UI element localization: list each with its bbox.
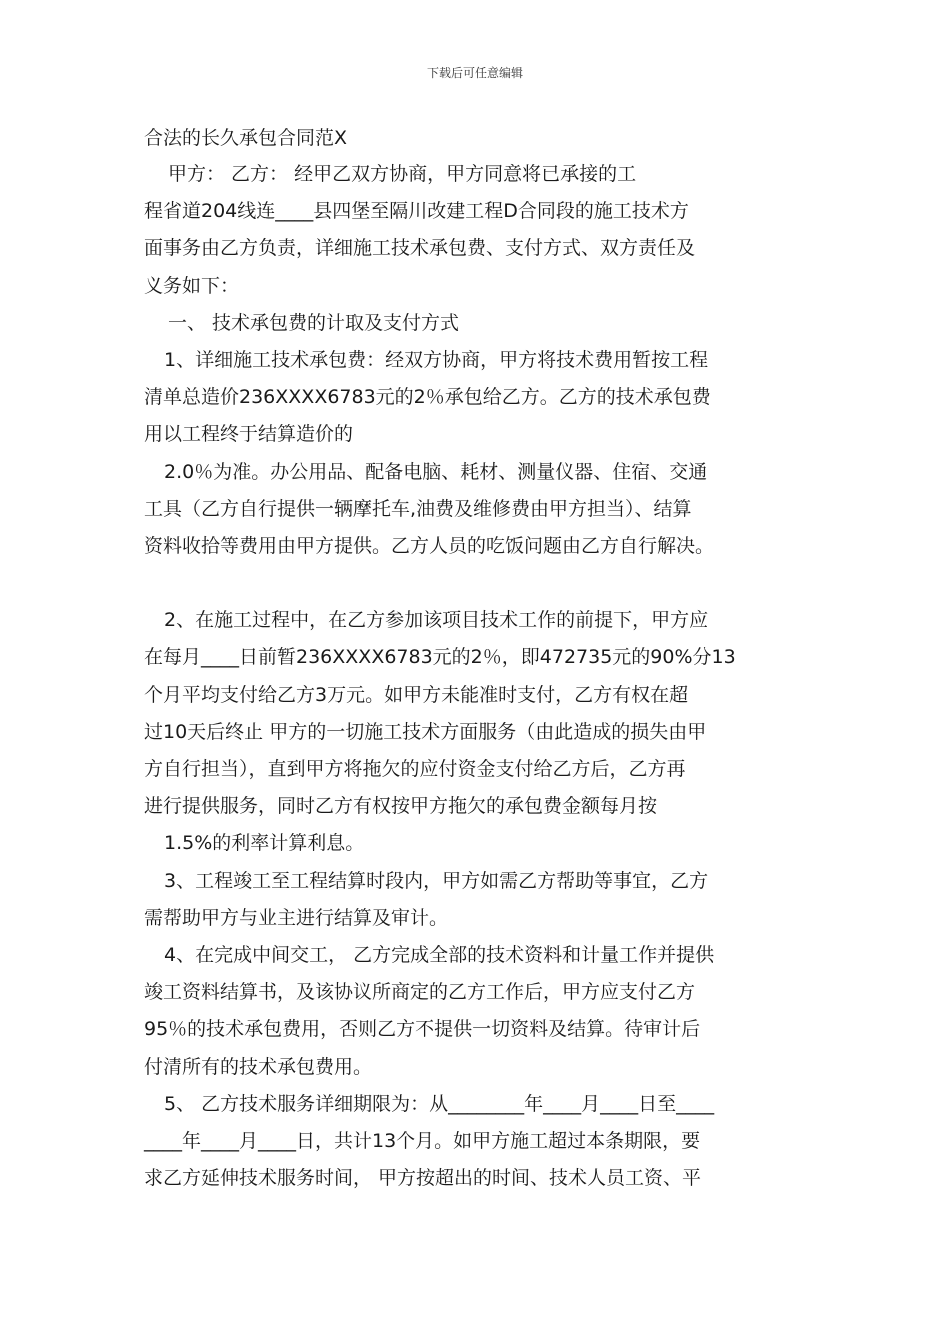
body-line: 付清所有的技术承包费用。 [144,1055,373,1078]
document-title: 合法的长久承包合同范X [144,127,348,149]
body-line: 面事务由乙方负责，详细施工技术承包费、支付方式、双方责任及 [144,237,696,260]
body-line: 竣工资料结算书，及该协议所商定的乙方工作后，甲方应支付乙方 [144,981,696,1004]
body-line: 义务如下： [144,274,240,297]
body-line: 资料收拾等费用由甲方提供。乙方人员的吃饭问题由乙方自行解决。 [144,534,715,557]
body-line: 4、在完成中间交工， 乙方完成全部的技术资料和计量工作并提供 [164,943,715,966]
body-line: 个月平均支付给乙方3万元。如甲方未能准时支付，乙方有权在超 [144,683,689,706]
body-line: 5、 乙方技术服务详细期限为：从________年____月____日至____ [164,1092,715,1115]
body-line: 甲方： 乙方： 经甲乙双方协商，甲方同意将已承接的工 [168,163,637,185]
body-line: 过10天后终止 甲方的一切施工技术方面服务（由此造成的损失由甲 [144,720,707,743]
body-line [144,565,808,602]
body-line: 在每月____日前暂236XXXX6783元的2％，即472735元的90%分13 [144,646,736,669]
body-line: 1.5%的利率计算利息。 [164,832,365,855]
body-line: 1、详细施工技术承包费：经双方协商，甲方将技术费用暂按工程 [164,348,709,371]
document-body [144,156,808,1197]
page-header-note: 下载后可任意编辑 [426,66,523,80]
body-line: 3、工程竣工至工程结算时段内，甲方如需乙方帮助等事宜，乙方 [164,869,709,892]
body-line: 用以工程终于结算造价的 [144,423,354,446]
body-line: 进行提供服务，同时乙方有权按甲方拖欠的承包费金额每月按 [144,795,658,818]
body-line: 需帮助甲方与业主进行结算及审计。 [144,906,449,929]
body-line: 工具（乙方自行提供一辆摩托车,油费及维修费由甲方担当）、结算 [144,497,692,520]
body-line: 95％的技术承包费用，否则乙方不提供一切资料及结算。待审计后 [144,1018,701,1041]
body-line: 方自行担当），直到甲方将拖欠的应付资金支付给乙方后，乙方再 [144,758,686,780]
body-line: 2.0％为准。办公用品、配备电脑、耗材、测量仪器、住宿、交通 [164,460,708,483]
body-line: ____年____月____日，共计13个月。如甲方施工超过本条期限，要 [144,1129,701,1152]
body-line: 程省道204线连____县四堡至隔川改建工程D合同段的施工技术方 [144,200,689,223]
body-line: 2、在施工过程中，在乙方参加该项目技术工作的前提下，甲方应 [164,609,709,632]
body-line: 一、 技术承包费的计取及支付方式 [168,311,460,334]
body-line: 清单总造价236XXXX6783元的2％承包给乙方。乙方的技术承包费 [144,386,711,409]
body-line: 求乙方延伸技术服务时间， 甲方按超出的时间、技术人员工资、平 [144,1167,702,1190]
